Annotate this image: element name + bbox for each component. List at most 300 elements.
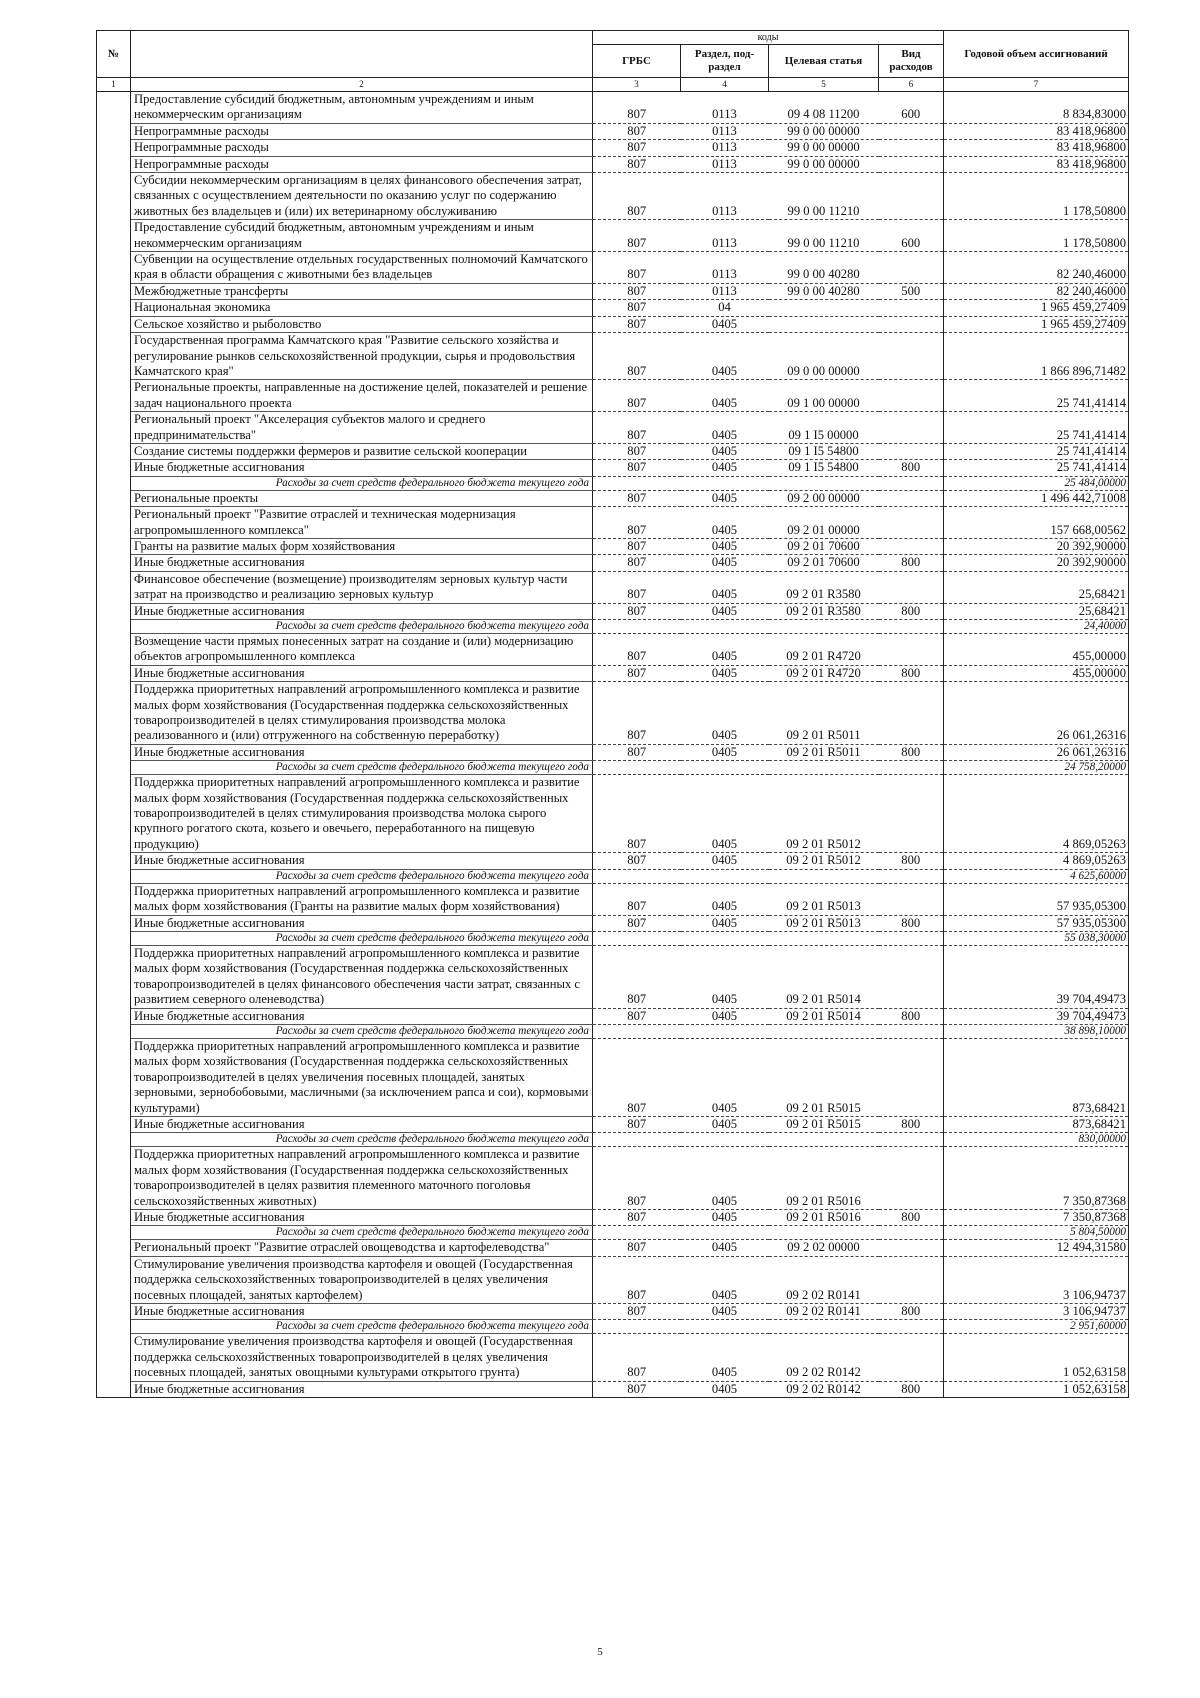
row-grbs-cell [593, 931, 681, 945]
row-section-cell: 0113 [681, 123, 769, 139]
row-expense-type-cell [879, 140, 944, 156]
row-section-cell: 0113 [681, 156, 769, 172]
row-name-cell: Государственная программа Камчатского края "Развитие сельского хозяйства и регулирование рынков сельскохозяйственной продукции, сырья и продовольствия Камчатского края" [131, 333, 593, 380]
row-number-cell [97, 220, 131, 252]
row-amount-cell: 1 178,50800 [944, 220, 1129, 252]
row-target-article-cell: 09 2 00 00000 [769, 490, 879, 506]
row-amount-cell: 38 898,10000 [944, 1024, 1129, 1038]
row-name-cell: Региональные проекты [131, 490, 593, 506]
row-name-cell: Иные бюджетные ассигнования [131, 744, 593, 760]
federal-budget-row [97, 1320, 1129, 1334]
row-number-cell [97, 1320, 131, 1334]
row-target-article-cell: 09 0 00 00000 [769, 333, 879, 380]
row-grbs-cell: 807 [593, 92, 681, 124]
federal-budget-row [97, 620, 1129, 634]
row-target-article-cell: 09 1 I5 54800 [769, 460, 879, 476]
federal-budget-row [97, 1024, 1129, 1038]
header-col-5: 5 [769, 78, 879, 92]
row-grbs-cell: 807 [593, 555, 681, 571]
row-grbs-cell: 807 [593, 1256, 681, 1303]
row-amount-cell: 83 418,96800 [944, 140, 1129, 156]
row-number-cell [97, 1226, 131, 1240]
row-amount-cell: 455,00000 [944, 634, 1129, 666]
row-expense-type-cell [879, 156, 944, 172]
row-number-cell [97, 931, 131, 945]
row-name-cell: Поддержка приоритетных направлений агропромышленного комплекса и развитие малых форм хозяйствования (Государственная поддержка сельскохозяйственных товаропроизводителей в целях стимулирования производства молока реализованного и (или) отгруженного на собственную переработку) [131, 682, 593, 745]
row-expense-type-cell [879, 490, 944, 506]
row-expense-type-cell [879, 300, 944, 316]
row-section-cell: 0405 [681, 1038, 769, 1116]
table-row [97, 1008, 1129, 1024]
header-col-6: 6 [879, 78, 944, 92]
row-target-article-cell: 09 2 01 R3580 [769, 603, 879, 619]
budget-allocation-table [96, 30, 1129, 1398]
row-number-cell [97, 744, 131, 760]
row-expense-type-cell [879, 1147, 944, 1210]
row-target-article-cell [769, 316, 879, 332]
row-section-cell: 0405 [681, 555, 769, 571]
row-name-cell: Сельское хозяйство и рыболовство [131, 316, 593, 332]
row-number-cell [97, 775, 131, 853]
row-name-cell: Иные бюджетные ассигнования [131, 1304, 593, 1320]
row-grbs-cell: 807 [593, 333, 681, 380]
row-grbs-cell: 807 [593, 1147, 681, 1210]
table-row [97, 173, 1129, 220]
federal-budget-row [97, 761, 1129, 775]
row-section-cell [681, 1024, 769, 1038]
row-name-cell: Расходы за счет средств федерального бюджета текущего года [131, 761, 593, 775]
row-number-cell [97, 603, 131, 619]
row-number-cell [97, 538, 131, 554]
row-name-cell: Региональный проект "Развитие отраслей и техническая модернизация агропромышленного комплекса" [131, 507, 593, 539]
row-amount-cell: 1 866 896,71482 [944, 333, 1129, 380]
row-grbs-cell: 807 [593, 412, 681, 444]
row-section-cell: 0405 [681, 744, 769, 760]
row-name-cell: Расходы за счет средств федерального бюджета текущего года [131, 1133, 593, 1147]
row-expense-type-cell: 800 [879, 853, 944, 869]
header-expense-type: Вид расходов [879, 45, 944, 78]
row-name-cell: Создание системы поддержки фермеров и развитие сельской кооперации [131, 443, 593, 459]
table-header [97, 31, 1129, 92]
row-target-article-cell: 09 2 02 00000 [769, 1240, 879, 1256]
page-number: 5 [597, 1646, 603, 1658]
row-name-cell: Иные бюджетные ассигнования [131, 603, 593, 619]
row-amount-cell: 26 061,26316 [944, 682, 1129, 745]
row-number-cell [97, 915, 131, 931]
row-section-cell: 0405 [681, 460, 769, 476]
row-expense-type-cell [879, 634, 944, 666]
table-row [97, 507, 1129, 539]
row-target-article-cell: 09 1 00 00000 [769, 380, 879, 412]
row-amount-cell: 830,00000 [944, 1133, 1129, 1147]
row-expense-type-cell: 800 [879, 665, 944, 681]
header-name-blank [131, 31, 593, 78]
row-name-cell: Иные бюджетные ассигнования [131, 665, 593, 681]
table-row [97, 1304, 1129, 1320]
row-name-cell: Иные бюджетные ассигнования [131, 915, 593, 931]
row-section-cell: 0405 [681, 412, 769, 444]
row-number-cell [97, 507, 131, 539]
row-grbs-cell: 807 [593, 380, 681, 412]
row-expense-type-cell: 800 [879, 603, 944, 619]
row-number-cell [97, 761, 131, 775]
row-amount-cell: 83 418,96800 [944, 123, 1129, 139]
table-row [97, 412, 1129, 444]
row-amount-cell: 20 392,90000 [944, 538, 1129, 554]
row-grbs-cell: 807 [593, 538, 681, 554]
row-target-article-cell: 09 2 01 00000 [769, 507, 879, 539]
row-number-cell [97, 1256, 131, 1303]
row-amount-cell: 455,00000 [944, 665, 1129, 681]
row-target-article-cell [769, 869, 879, 883]
row-section-cell: 0405 [681, 571, 769, 603]
header-col-1: 1 [97, 78, 131, 92]
table-row [97, 775, 1129, 853]
row-target-article-cell [769, 620, 879, 634]
row-amount-cell: 24 758,20000 [944, 761, 1129, 775]
row-amount-cell: 1 052,63158 [944, 1381, 1129, 1397]
row-target-article-cell: 99 0 00 00000 [769, 140, 879, 156]
row-section-cell [681, 869, 769, 883]
federal-budget-row [97, 476, 1129, 490]
table-row [97, 1116, 1129, 1132]
header-col-2: 2 [131, 78, 593, 92]
row-amount-cell: 873,68421 [944, 1038, 1129, 1116]
row-number-cell [97, 140, 131, 156]
row-amount-cell: 57 935,05300 [944, 915, 1129, 931]
row-name-cell: Расходы за счет средств федерального бюджета текущего года [131, 1320, 593, 1334]
row-section-cell: 0405 [681, 853, 769, 869]
row-name-cell: Иные бюджетные ассигнования [131, 555, 593, 571]
row-target-article-cell [769, 1226, 879, 1240]
row-expense-type-cell [879, 173, 944, 220]
row-grbs-cell [593, 761, 681, 775]
row-expense-type-cell: 600 [879, 92, 944, 124]
header-col-7: 7 [944, 78, 1129, 92]
row-number-cell [97, 555, 131, 571]
row-grbs-cell: 807 [593, 775, 681, 853]
row-grbs-cell [593, 1133, 681, 1147]
row-target-article-cell: 09 2 02 R0142 [769, 1381, 879, 1397]
row-number-cell [97, 1210, 131, 1226]
row-grbs-cell: 807 [593, 283, 681, 299]
row-expense-type-cell [879, 1256, 944, 1303]
row-number-cell [97, 1024, 131, 1038]
table-row [97, 1334, 1129, 1381]
row-grbs-cell: 807 [593, 1334, 681, 1381]
row-target-article-cell: 09 2 01 R5015 [769, 1038, 879, 1116]
row-target-article-cell: 09 4 08 11200 [769, 92, 879, 124]
row-target-article-cell [769, 1133, 879, 1147]
row-amount-cell: 25 741,41414 [944, 460, 1129, 476]
row-section-cell: 0405 [681, 1381, 769, 1397]
row-section-cell: 0405 [681, 1008, 769, 1024]
row-target-article-cell: 09 2 01 R5012 [769, 775, 879, 853]
row-name-cell: Расходы за счет средств федерального бюджета текущего года [131, 869, 593, 883]
row-name-cell: Расходы за счет средств федерального бюджета текущего года [131, 1024, 593, 1038]
row-grbs-cell: 807 [593, 571, 681, 603]
row-number-cell [97, 443, 131, 459]
row-target-article-cell: 99 0 00 00000 [769, 123, 879, 139]
row-section-cell: 0113 [681, 173, 769, 220]
row-grbs-cell: 807 [593, 220, 681, 252]
row-name-cell: Иные бюджетные ассигнования [131, 1210, 593, 1226]
row-number-cell [97, 1116, 131, 1132]
table-row [97, 1210, 1129, 1226]
row-expense-type-cell: 800 [879, 460, 944, 476]
row-section-cell: 0405 [681, 1116, 769, 1132]
row-expense-type-cell [879, 1240, 944, 1256]
table-row [97, 460, 1129, 476]
row-number-cell [97, 853, 131, 869]
row-number-cell [97, 460, 131, 476]
row-name-cell: Расходы за счет средств федерального бюджета текущего года [131, 620, 593, 634]
row-name-cell: Иные бюджетные ассигнования [131, 1008, 593, 1024]
table-row [97, 682, 1129, 745]
row-expense-type-cell [879, 380, 944, 412]
row-target-article-cell: 99 0 00 11210 [769, 220, 879, 252]
row-expense-type-cell [879, 412, 944, 444]
row-number-cell [97, 1147, 131, 1210]
table-row [97, 490, 1129, 506]
row-amount-cell: 873,68421 [944, 1116, 1129, 1132]
row-target-article-cell: 09 2 01 R5016 [769, 1210, 879, 1226]
row-grbs-cell [593, 1024, 681, 1038]
row-target-article-cell [769, 1320, 879, 1334]
row-name-cell: Предоставление субсидий бюджетным, автономным учреждениям и иным некоммерческим организациям [131, 220, 593, 252]
row-amount-cell: 25 741,41414 [944, 380, 1129, 412]
row-amount-cell: 1 965 459,27409 [944, 316, 1129, 332]
row-amount-cell: 3 106,94737 [944, 1256, 1129, 1303]
row-section-cell: 04 [681, 300, 769, 316]
row-amount-cell: 24,40000 [944, 620, 1129, 634]
row-grbs-cell [593, 1320, 681, 1334]
row-number-cell [97, 1240, 131, 1256]
row-name-cell: Предоставление субсидий бюджетным, автономным учреждениям и иным некоммерческим организациям [131, 92, 593, 124]
row-target-article-cell: 09 2 02 R0142 [769, 1334, 879, 1381]
row-section-cell: 0405 [681, 1304, 769, 1320]
row-section-cell [681, 1320, 769, 1334]
table-row [97, 333, 1129, 380]
table-row [97, 883, 1129, 915]
row-target-article-cell: 09 1 I5 54800 [769, 443, 879, 459]
row-grbs-cell: 807 [593, 1008, 681, 1024]
row-number-cell [97, 1008, 131, 1024]
row-section-cell: 0405 [681, 634, 769, 666]
row-number-cell [97, 945, 131, 1008]
row-target-article-cell: 09 2 01 R5011 [769, 744, 879, 760]
row-number-cell [97, 156, 131, 172]
row-name-cell: Стимулирование увеличения производства картофеля и овощей (Государственная поддержка сельскохозяйственных товаропроизводителей в целях увеличения посевных площадей, занятых овощными культурами открытого грунта) [131, 1334, 593, 1381]
row-section-cell: 0405 [681, 775, 769, 853]
table-row [97, 380, 1129, 412]
row-expense-type-cell [879, 476, 944, 490]
table-row [97, 316, 1129, 332]
row-expense-type-cell [879, 682, 944, 745]
row-section-cell: 0405 [681, 1256, 769, 1303]
row-expense-type-cell [879, 538, 944, 554]
row-number-cell [97, 173, 131, 220]
row-name-cell: Межбюджетные трансферты [131, 283, 593, 299]
row-grbs-cell: 807 [593, 744, 681, 760]
row-grbs-cell: 807 [593, 1381, 681, 1397]
row-target-article-cell: 09 2 01 R5016 [769, 1147, 879, 1210]
header-col-3: 3 [593, 78, 681, 92]
federal-budget-row [97, 931, 1129, 945]
row-target-article-cell: 09 2 01 R4720 [769, 634, 879, 666]
row-amount-cell: 3 106,94737 [944, 1304, 1129, 1320]
row-name-cell: Субсидии некоммерческим организациям в целях финансового обеспечения затрат, связанных с осуществлением деятельности по оказанию услуг по содержанию животных без владельцев и (или) их ветеринарному обслуживанию [131, 173, 593, 220]
table-row [97, 156, 1129, 172]
row-expense-type-cell: 600 [879, 220, 944, 252]
row-number-cell [97, 300, 131, 316]
header-target-article: Целевая статья [769, 45, 879, 78]
row-section-cell: 0405 [681, 915, 769, 931]
row-name-cell: Иные бюджетные ассигнования [131, 853, 593, 869]
row-name-cell: Иные бюджетные ассигнования [131, 1381, 593, 1397]
row-target-article-cell: 09 2 01 70600 [769, 555, 879, 571]
table-body [97, 92, 1129, 1398]
row-target-article-cell: 99 0 00 00000 [769, 156, 879, 172]
row-section-cell: 0113 [681, 220, 769, 252]
row-target-article-cell: 09 2 02 R0141 [769, 1304, 879, 1320]
row-name-cell: Гранты на развитие малых форм хозяйствования [131, 538, 593, 554]
row-number-cell [97, 92, 131, 124]
row-grbs-cell: 807 [593, 682, 681, 745]
row-grbs-cell: 807 [593, 316, 681, 332]
row-grbs-cell: 807 [593, 173, 681, 220]
row-section-cell: 0405 [681, 1240, 769, 1256]
row-amount-cell: 39 704,49473 [944, 945, 1129, 1008]
row-name-cell: Поддержка приоритетных направлений агропромышленного комплекса и развитие малых форм хозяйствования (Государственная поддержка сельскохозяйственных товаропроизводителей в целях стимулирования производства молока сырого крупного рогатого скота, козьего и овечьего, переработанного на пищевую продукцию) [131, 775, 593, 853]
row-section-cell [681, 761, 769, 775]
row-expense-type-cell [879, 883, 944, 915]
row-grbs-cell: 807 [593, 603, 681, 619]
row-amount-cell: 157 668,00562 [944, 507, 1129, 539]
row-amount-cell: 1 052,63158 [944, 1334, 1129, 1381]
row-name-cell: Расходы за счет средств федерального бюджета текущего года [131, 931, 593, 945]
row-amount-cell: 4 869,05263 [944, 853, 1129, 869]
row-amount-cell: 25,68421 [944, 603, 1129, 619]
row-target-article-cell: 99 0 00 11210 [769, 173, 879, 220]
row-name-cell: Стимулирование увеличения производства картофеля и овощей (Государственная поддержка сельскохозяйственных товаропроизводителей в целях увеличения посевных площадей, занятых картофелем) [131, 1256, 593, 1303]
row-target-article-cell: 09 2 01 R5014 [769, 945, 879, 1008]
row-target-article-cell: 09 2 02 R0141 [769, 1256, 879, 1303]
row-grbs-cell: 807 [593, 1210, 681, 1226]
table-row [97, 571, 1129, 603]
row-grbs-cell: 807 [593, 156, 681, 172]
row-grbs-cell: 807 [593, 1304, 681, 1320]
row-name-cell: Иные бюджетные ассигнования [131, 460, 593, 476]
row-section-cell: 0405 [681, 380, 769, 412]
row-section-cell: 0113 [681, 140, 769, 156]
row-number-cell [97, 283, 131, 299]
federal-budget-row [97, 1226, 1129, 1240]
table-row [97, 1256, 1129, 1303]
row-section-cell: 0113 [681, 252, 769, 284]
row-amount-cell: 57 935,05300 [944, 883, 1129, 915]
row-number-cell [97, 620, 131, 634]
row-expense-type-cell [879, 443, 944, 459]
row-amount-cell: 25 741,41414 [944, 412, 1129, 444]
row-section-cell: 0405 [681, 665, 769, 681]
row-amount-cell: 1 178,50800 [944, 173, 1129, 220]
row-name-cell: Региональный проект "Развитие отраслей овощеводства и картофелеводства" [131, 1240, 593, 1256]
row-number-cell [97, 1038, 131, 1116]
row-amount-cell: 39 704,49473 [944, 1008, 1129, 1024]
table-row [97, 283, 1129, 299]
row-name-cell: Непрограммные расходы [131, 140, 593, 156]
row-number-cell [97, 476, 131, 490]
row-target-article-cell: 09 2 01 R5013 [769, 883, 879, 915]
row-target-article-cell: 09 2 01 R5015 [769, 1116, 879, 1132]
federal-budget-row [97, 869, 1129, 883]
row-number-cell [97, 1381, 131, 1397]
row-target-article-cell: 99 0 00 40280 [769, 252, 879, 284]
row-amount-cell: 7 350,87368 [944, 1147, 1129, 1210]
table-row [97, 915, 1129, 931]
row-expense-type-cell: 800 [879, 744, 944, 760]
table-row [97, 123, 1129, 139]
row-expense-type-cell [879, 571, 944, 603]
header-codes: коды [593, 31, 944, 45]
row-grbs-cell: 807 [593, 945, 681, 1008]
row-name-cell: Поддержка приоритетных направлений агропромышленного комплекса и развитие малых форм хозяйствования (Государственная поддержка сельскохозяйственных товаропроизводителей в целях финансового обеспечения части затрат, связанных с развитием северного оленеводства) [131, 945, 593, 1008]
row-target-article-cell: 09 2 01 R4720 [769, 665, 879, 681]
row-section-cell [681, 620, 769, 634]
row-number-cell [97, 665, 131, 681]
row-amount-cell: 1 496 442,71008 [944, 490, 1129, 506]
row-grbs-cell [593, 869, 681, 883]
row-target-article-cell [769, 300, 879, 316]
table-row [97, 634, 1129, 666]
table-row [97, 300, 1129, 316]
budget-table-sheet [96, 30, 1128, 1398]
row-name-cell: Региональный проект "Акселерация субъектов малого и среднего предпринимательства" [131, 412, 593, 444]
row-expense-type-cell [879, 1133, 944, 1147]
table-row [97, 1240, 1129, 1256]
header-col-4: 4 [681, 78, 769, 92]
row-target-article-cell: 09 2 01 R3580 [769, 571, 879, 603]
table-row [97, 853, 1129, 869]
row-name-cell: Национальная экономика [131, 300, 593, 316]
row-expense-type-cell [879, 1038, 944, 1116]
row-amount-cell: 12 494,31580 [944, 1240, 1129, 1256]
table-row [97, 92, 1129, 124]
row-amount-cell: 26 061,26316 [944, 744, 1129, 760]
row-amount-cell: 82 240,46000 [944, 252, 1129, 284]
row-section-cell: 0405 [681, 316, 769, 332]
row-grbs-cell: 807 [593, 490, 681, 506]
row-section-cell: 0405 [681, 333, 769, 380]
header-section: Раздел, под-раздел [681, 45, 769, 78]
row-target-article-cell: 09 2 01 R5011 [769, 682, 879, 745]
table-row [97, 1381, 1129, 1397]
federal-budget-row [97, 1133, 1129, 1147]
row-target-article-cell [769, 1024, 879, 1038]
row-target-article-cell [769, 476, 879, 490]
row-amount-cell: 82 240,46000 [944, 283, 1129, 299]
row-section-cell: 0405 [681, 1147, 769, 1210]
table-row [97, 555, 1129, 571]
row-number-cell [97, 316, 131, 332]
table-row [97, 945, 1129, 1008]
row-expense-type-cell [879, 775, 944, 853]
table-row [97, 443, 1129, 459]
row-section-cell: 0405 [681, 945, 769, 1008]
row-section-cell: 0405 [681, 490, 769, 506]
row-expense-type-cell [879, 316, 944, 332]
